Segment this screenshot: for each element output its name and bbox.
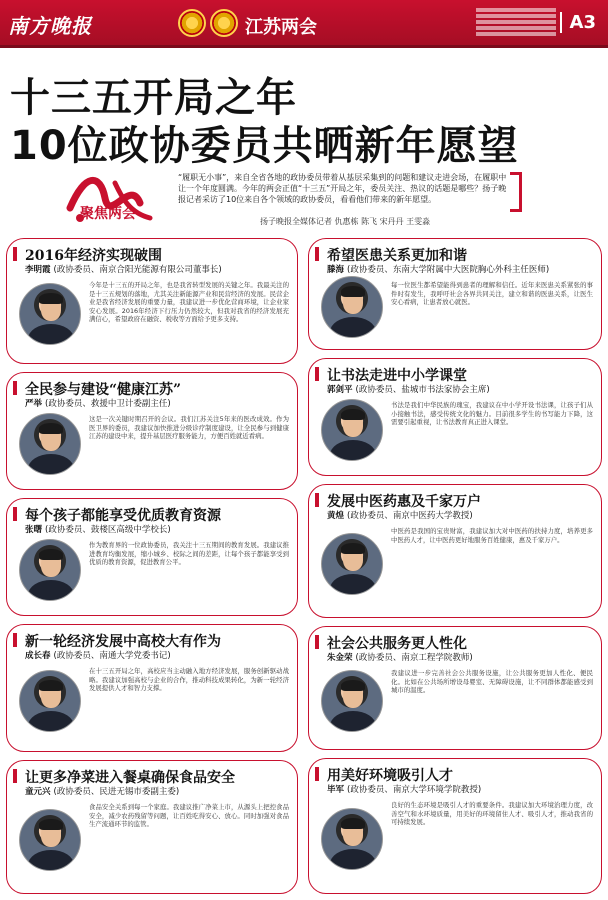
- card-body-text: 在十三五开局之年，高校应当主动融入地方经济发展，服务创新驱动战略。我建议加强高校与企业的合作，推动科技成果转化，为新一轮经济发展提供人才和智力支撑。: [89, 667, 289, 693]
- member-role: (政协委员、民进无锡市委副主委): [53, 787, 180, 797]
- page-number: A3: [560, 12, 596, 33]
- interview-card: [6, 498, 298, 616]
- card-title: 让书法走进中小学课堂: [327, 368, 467, 384]
- emblem-icon: [178, 9, 206, 37]
- interview-card: [308, 358, 602, 476]
- member-name: 张曙: [25, 525, 43, 535]
- card-title: 社会公共服务更人性化: [327, 636, 467, 652]
- member-role: (政协委员、南京中医药大学教授): [347, 511, 473, 521]
- card-title: 全民参与建设“健康江苏”: [25, 382, 182, 398]
- newspaper-logo: 南方晚报: [8, 14, 92, 38]
- member-name: 童元兴: [25, 787, 51, 797]
- emblem-icon: [210, 9, 238, 37]
- intro-byline: 扬子晚报全媒体记者 仇惠栋 陈飞 宋丹丹 王雯淼: [260, 217, 431, 226]
- card-body-text: 良好的生态环境是吸引人才的重要条件。我建议加大环境治理力度，改善空气和水环境质量，用美好的环境留住人才、吸引人才，推动我省的可持续发展。: [391, 801, 593, 827]
- card-accent-bar: [315, 767, 319, 781]
- card-member-line: [327, 263, 549, 275]
- card-member-line: [25, 263, 222, 275]
- member-portrait-icon: [19, 809, 81, 871]
- interview-card: [6, 624, 298, 752]
- card-accent-bar: [315, 367, 319, 381]
- intro-paragraph: “履职无小事”，来自全省各地的政协委员带着从基层采集到的问题和建议走进会场，在履职中让一个年度圆满。今年的两会正值“十三五”开局之年，委员关注、热议的话题是哪些？扬子晚报记者采访了10位来自各个领域的政协委员，看看他们带来的新年愿望。: [178, 173, 507, 204]
- card-body-text: 我建议进一步完善社会公共服务设施，让公共服务更加人性化、便民化。比如在公共场所增设母婴室、无障碍设施，让不同群体都能感受到城市的温度。: [391, 669, 593, 695]
- card-member-line: [327, 383, 490, 395]
- member-role: (政协委员、盐城市书法家协会主席): [355, 385, 490, 395]
- member-portrait-icon: [19, 670, 81, 732]
- member-role: (政协委员、南京工程学院教师): [355, 653, 473, 663]
- card-title: 新一轮经济发展中高校大有作为: [25, 634, 221, 650]
- member-name: 朱金荣: [327, 653, 353, 663]
- member-name: 郭剑平: [327, 385, 353, 395]
- interview-card: [308, 758, 602, 894]
- member-role: (政协委员、东南大学附属中大医院胸心外科主任医师): [347, 265, 550, 275]
- headline: [10, 74, 600, 170]
- card-body-text: 食品安全关系到每一个家庭。我建议推广净菜上市，从源头上把控食品安全，减少农药残留等问题，让百姓吃得安心、放心。同时加强对食品生产流通环节的监管。: [89, 803, 289, 829]
- member-role: (政协委员、南通大学党委书记): [53, 651, 171, 661]
- card-member-line: [25, 649, 171, 661]
- card-accent-bar: [13, 507, 17, 521]
- member-portrait-icon: [19, 283, 81, 345]
- card-body-text: 这是一次关键时期召开的会议。我们江苏关注5年来的医改成效。作为医卫界的委员，我建议加快推进分级诊疗制度建设，让全民参与到健康江苏的建设中来，提升基层医疗服务能力，方便百姓就近看病。: [89, 415, 289, 441]
- card-accent-bar: [13, 381, 17, 395]
- member-portrait-icon: [321, 399, 383, 461]
- member-name: 黄煌: [327, 511, 345, 521]
- card-accent-bar: [13, 633, 17, 647]
- card-body-text: 书法是我们中华民族的瑰宝，我建议在中小学开设书法课，让孩子们从小接触书法，感受传统文化的魅力。目前很多学生的书写能力下降，这需要引起重视，让书法教育真正进入课堂。: [391, 401, 593, 427]
- member-portrait-icon: [321, 533, 383, 595]
- interview-card: [6, 372, 298, 490]
- card-title: 希望医患关系更加和谐: [327, 248, 467, 264]
- interview-card: [6, 238, 298, 364]
- card-member-line: [327, 651, 473, 663]
- card-body-text: 每一位医生都希望能得到患者的理解和信任。近年来医患关系紧张的事件时有发生，我呼吁社会各界共同关注，建立和谐的医患关系，让医生安心看病，让患者放心就医。: [391, 281, 593, 307]
- card-title: 用美好环境吸引人才: [327, 768, 453, 784]
- card-member-line: [25, 397, 171, 409]
- section-title: 江苏两会: [245, 17, 317, 38]
- interview-card: [308, 626, 602, 750]
- member-name: 成长春: [25, 651, 51, 661]
- headline-line-2: 10位政协委员共晒新年愿望: [10, 123, 519, 169]
- member-name: 滕海: [327, 265, 345, 275]
- member-portrait-icon: [19, 413, 81, 475]
- card-accent-bar: [315, 635, 319, 649]
- card-accent-bar: [315, 247, 319, 261]
- card-member-line: [327, 509, 473, 521]
- card-member-line: [327, 783, 481, 795]
- member-name: 毕军: [327, 785, 345, 795]
- card-title: 每个孩子都能享受优质教育资源: [25, 508, 221, 524]
- card-member-line: [25, 523, 171, 535]
- card-title: 让更多净菜进入餐桌确保食品安全: [25, 770, 235, 786]
- masthead-info-lines: [476, 6, 556, 40]
- member-role: (政协委员、鼓楼区高级中学校长): [45, 525, 171, 535]
- card-body-text: 中医药是我国的宝贵财富，我建议加大对中医药的扶持力度，培养更多中医药人才，让中医药更好地服务百姓健康，惠及千家万户。: [391, 527, 593, 544]
- member-role: (政协委员、南京合阳光能源有限公司董事长): [53, 265, 222, 275]
- member-name: 李明霞: [25, 265, 51, 275]
- interview-card: [308, 484, 602, 618]
- card-accent-bar: [315, 493, 319, 507]
- interview-card: [308, 238, 602, 350]
- member-name: 严举: [25, 399, 43, 409]
- card-body-text: 今年是十三五的开局之年，也是我省转型发展的关键之年。我最关注的是十三五规划的落地，尤其关注新能源产业和民营经济的发展。民营企业是我省经济发展的重要力量，我建议进一步优化营商环境，让企业家安心发展。2016年经济下行压力仍然较大，但我对我省的经济发展充满信心，希望政府在融资、税收等方面给予更多支持。: [89, 281, 289, 324]
- card-member-line: [25, 785, 179, 797]
- member-portrait-icon: [321, 808, 383, 870]
- member-portrait-icon: [321, 670, 383, 732]
- card-accent-bar: [13, 769, 17, 783]
- member-role: (政协委员、南京大学环境学院教授): [347, 785, 482, 795]
- masthead: [0, 0, 608, 48]
- member-portrait-icon: [321, 276, 383, 338]
- headline-line-1: 十三五开局之年: [10, 75, 297, 121]
- calligraphy-caption: 聚焦两会: [80, 206, 136, 222]
- member-portrait-icon: [19, 539, 81, 601]
- card-body-text: 作为教育界的一位政协委员，我关注十三五期间的教育发展。我建议推进教育均衡发展，缩小城乡、校际之间的差距，让每个孩子都能享受到优质的教育资源，促进教育公平。: [89, 541, 289, 567]
- interview-card: [6, 760, 298, 894]
- card-title: 2016年经济实现破围: [25, 248, 162, 264]
- card-title: 发展中医药惠及千家万户: [327, 494, 481, 510]
- intro-bracket: [510, 172, 522, 212]
- member-role: (政协委员、救援中卫计委副主任): [45, 399, 171, 409]
- card-accent-bar: [13, 247, 17, 261]
